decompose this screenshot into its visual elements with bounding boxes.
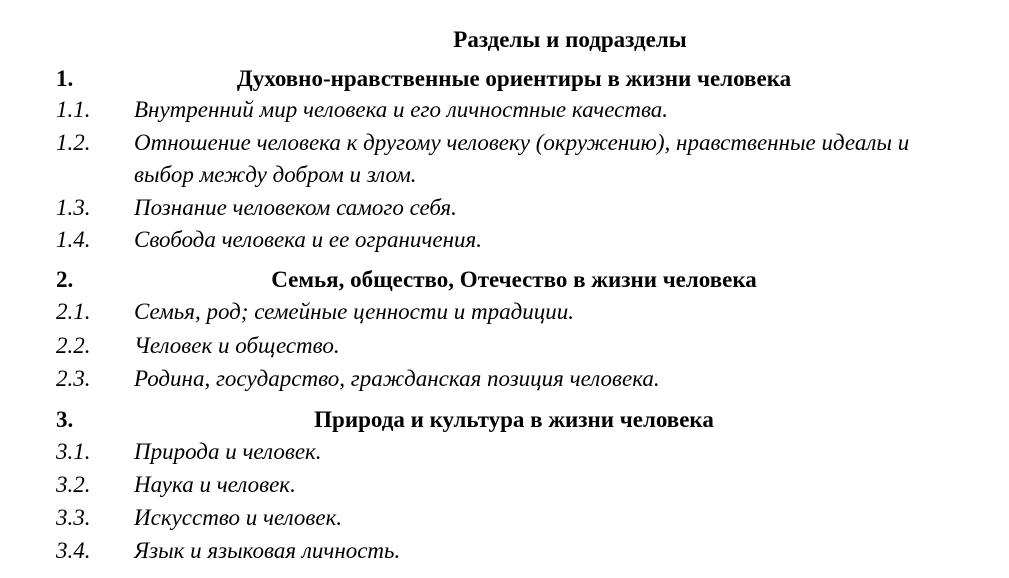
page-title: Разделы и подразделы [453,27,687,52]
subsection-2-2-text: Человек и общество. [134,333,340,358]
subsection-1-3-number: 1.3. [56,195,91,220]
subsection-1-4-text: Свобода человека и ее ограничения. [134,227,482,252]
subsection-3-3-number: 3.3. [56,505,91,530]
subsection-2-1-number: 2.1. [56,299,91,324]
subsection-1-2-text: Отношение человека к другому человеку (окружению), нравственные идеалы и выбор между добром и злом. [134,130,910,187]
subsection-1-4-number: 1.4. [56,227,91,252]
section-3-title: Природа и культура в жизни человека [314,407,714,432]
section-2-title: Семья, общество, Отечество в жизни человека [271,267,757,292]
section-3-number: 3. [56,407,74,432]
subsection-1-1-number: 1.1. [56,97,91,122]
subsection-2-1-text: Семья, род; семейные ценности и традиции. [134,299,574,324]
section-1-number: 1. [56,66,74,91]
subsection-3-2-text: Наука и человек. [134,472,296,497]
subsection-1-3-text: Познание человеком самого себя. [134,195,457,220]
subsection-1-1-text: Внутренний мир человека и его личностные качества. [134,97,669,122]
subsection-1-2-number: 1.2. [56,130,91,155]
subsection-3-4-number: 3.4. [56,538,91,563]
subsection-3-1-text: Природа и человек. [134,439,322,464]
section-1-title: Духовно-нравственные ориентиры в жизни человека [236,66,792,91]
section-2-number: 2. [56,267,74,292]
subsection-3-2-number: 3.2. [56,472,91,497]
subsection-3-3-text: Искусство и человек. [134,505,343,530]
subsection-3-4-text: Язык и языковая личность. [134,538,401,563]
subsection-2-3-number: 2.3. [56,366,91,391]
subsection-3-1-number: 3.1. [56,439,91,464]
subsection-2-3-text: Родина, государство, гражданская позиция человека. [134,366,660,391]
subsection-2-2-number: 2.2. [56,333,91,358]
